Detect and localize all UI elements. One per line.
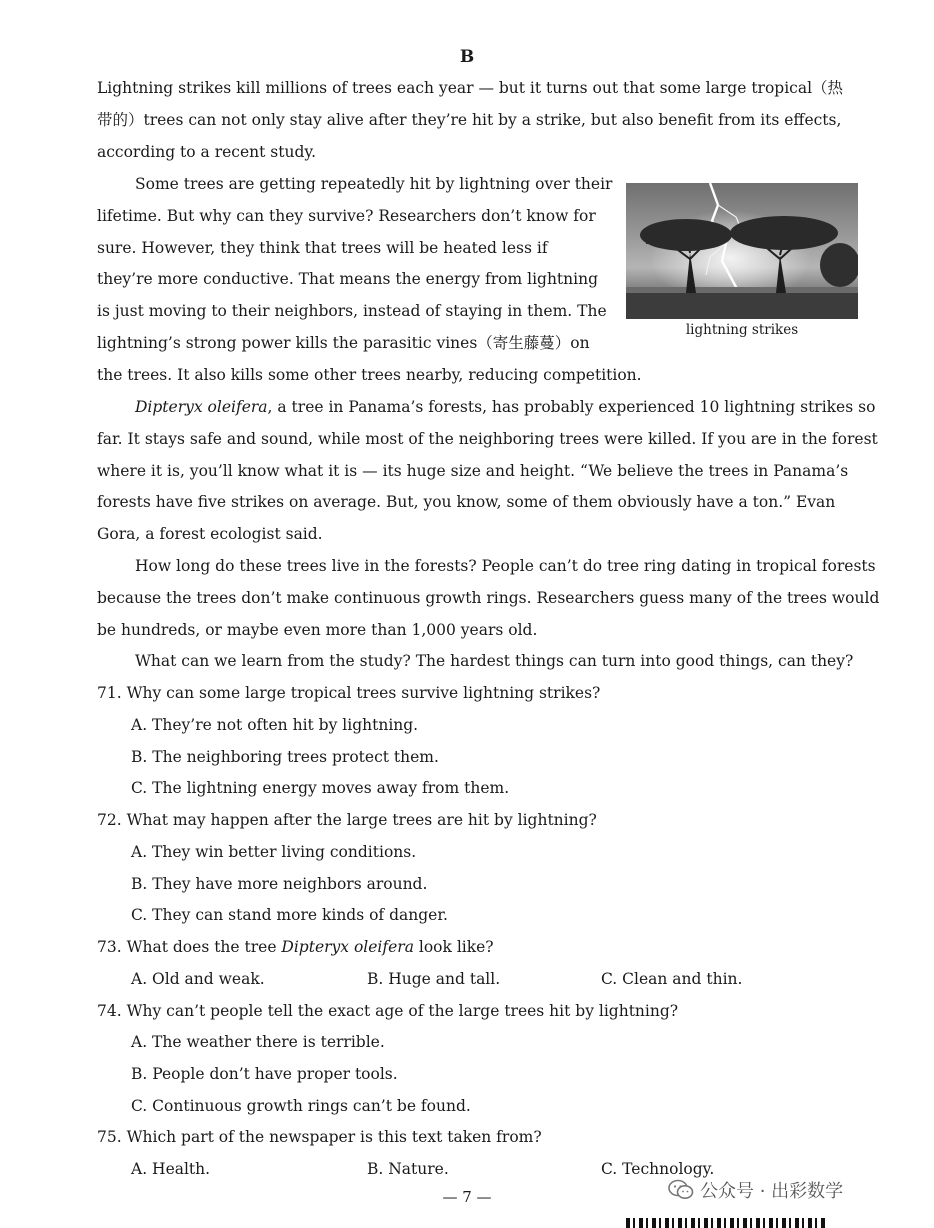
question-74-option-b: B. People don’t have proper tools. xyxy=(131,1065,398,1083)
question-75-option-b: B. Nature. xyxy=(367,1160,449,1178)
lightning-tree-photo xyxy=(626,183,858,319)
question-73-stem-before: 73. What does the tree xyxy=(97,938,282,956)
paragraph-3-line-3: where it is, you’ll know what it is — its huge size and height. “We believe the trees in Panama’s xyxy=(97,461,849,480)
question-73-species: Dipteryx oleifera xyxy=(281,938,414,956)
question-71-stem: 71. Why can some large tropical trees survive lightning strikes? xyxy=(97,684,601,702)
species-name: Dipteryx oleifera xyxy=(135,398,268,416)
paragraph-2-line-3: sure. However, they think that trees will be heated less if xyxy=(97,238,548,257)
paragraph-1-line-2: 带的）trees can not only stay alive after they’re hit by a strike, but also benefit from its effects, xyxy=(97,110,842,129)
question-75-option-a: A. Health. xyxy=(131,1160,211,1178)
paragraph-4-line-1: How long do these trees live in the forests? People can’t do tree ring dating in tropical forests xyxy=(135,557,876,575)
question-73-stem xyxy=(97,932,494,964)
paragraph-1-line-1: Lightning strikes kill millions of trees each year — but it turns out that some large tropical（热 xyxy=(97,79,844,97)
paragraph-2-line-6: lightning’s strong power kills the parasitic vines（寄生藤蔓）on xyxy=(97,333,590,352)
paragraph-2-line-1: Some trees are getting repeatedly hit by lightning over their xyxy=(135,175,613,193)
question-75-option-c: C. Technology. xyxy=(601,1160,715,1178)
paragraph-2-line-7: the trees. It also kills some other trees nearby, reducing competition. xyxy=(97,365,642,384)
page-number: — 7 — xyxy=(442,1188,492,1206)
question-74-option-c: C. Continuous growth rings can’t be found. xyxy=(131,1097,471,1115)
paragraph-2-line-4: they’re more conductive. That means the energy from lightning xyxy=(97,270,599,289)
paragraph-3-line-4: forests have five strikes on average. But, you know, some of them obviously have a ton.” Evan xyxy=(97,493,836,512)
question-72-option-c: C. They can stand more kinds of danger. xyxy=(131,906,448,924)
question-73-option-c: C. Clean and thin. xyxy=(601,970,743,988)
paragraph-3-line-5: Gora, a forest ecologist said. xyxy=(97,525,323,544)
paragraph-1-line-3: according to a recent study. xyxy=(97,142,316,161)
paragraph-3 xyxy=(97,392,878,551)
question-73-option-a: A. Old and weak. xyxy=(131,970,265,988)
question-71-option-a: A. They’re not often hit by lightning. xyxy=(131,716,419,734)
question-71-option-b: B. The neighboring trees protect them. xyxy=(131,748,439,766)
paragraph-3-line-1-text: , a tree in Panama’s forests, has probably experienced 10 lightning strikes so xyxy=(267,398,876,416)
image-caption: lightning strikes xyxy=(685,322,799,338)
paragraph-4 xyxy=(97,551,880,646)
question-71-option-c: C. The lightning energy moves away from them. xyxy=(131,779,510,797)
question-72-stem: 72. What may happen after the large trees are hit by lightning? xyxy=(97,811,597,829)
paragraph-2-line-2: lifetime. But why can they survive? Researchers don’t know for xyxy=(97,206,596,225)
paragraph-1 xyxy=(97,73,857,168)
question-73-option-b: B. Huge and tall. xyxy=(367,970,501,988)
question-75-stem: 75. Which part of the newspaper is this text taken from? xyxy=(97,1128,542,1146)
paragraph-2-line-5: is just moving to their neighbors, instead of staying in them. The xyxy=(97,302,607,321)
section-title: B xyxy=(459,47,475,67)
paragraph-4-line-3: be hundreds, or maybe even more than 1,000 years old. xyxy=(97,620,538,639)
wechat-icon xyxy=(668,1179,694,1201)
paragraph-2 xyxy=(97,169,642,392)
paragraph-3-line-1 xyxy=(97,392,876,424)
wechat-label: 公众号 · 出彩数学 xyxy=(700,1181,844,1202)
question-74-stem: 74. Why can’t people tell the exact age of the large trees hit by lightning? xyxy=(97,1002,679,1020)
paragraph-5 xyxy=(97,646,857,678)
paragraph-3-line-2: far. It stays safe and sound, while most of the neighboring trees were killed. If you are in the forest xyxy=(97,429,878,448)
paragraph-4-line-2: because the trees don’t make continuous growth rings. Researchers guess many of the trees would xyxy=(97,588,880,607)
wechat-watermark xyxy=(668,1177,843,1203)
question-74-option-a: A. The weather there is terrible. xyxy=(131,1033,385,1051)
lightning-tree-illustration xyxy=(626,183,858,319)
paragraph-5-line-1: What can we learn from the study? The hardest things can turn into good things, can they? xyxy=(135,652,854,670)
question-72-option-a: A. They win better living conditions. xyxy=(131,843,417,861)
question-73-stem-after: look like? xyxy=(413,938,494,956)
question-72-option-b: B. They have more neighbors around. xyxy=(131,875,428,893)
qr-code-strip xyxy=(626,1218,826,1228)
